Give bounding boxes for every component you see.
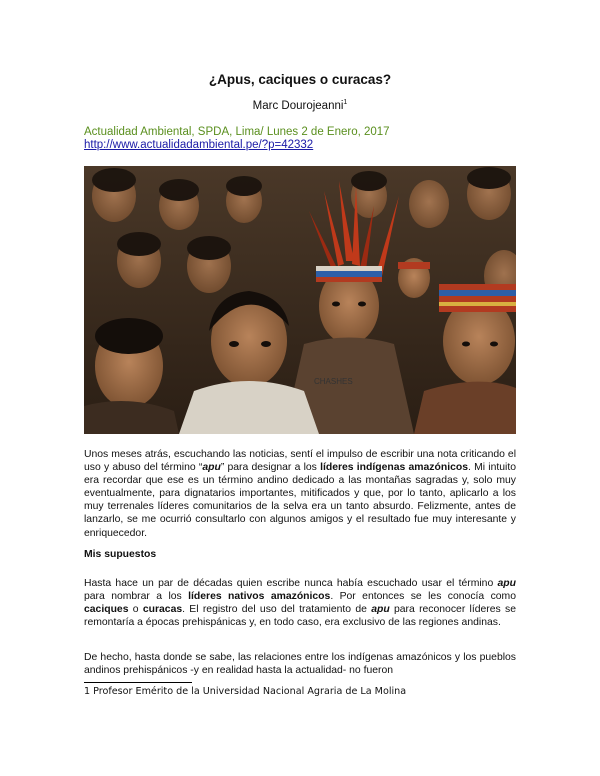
author-name: Marc Dourojeanni [252,99,344,112]
source-url-link[interactable]: http://www.actualidadambiental.pe/?p=42332 [84,139,314,151]
author-line [0,99,600,112]
paragraph-intro [84,448,516,540]
indigenous-leaders-photo [84,166,516,434]
paragraph-text: Hasta hace un par de décadas quien escribe nunca había escuchado usar el término [84,578,498,589]
paragraph-text: . Mi intuito era recordar que ese es un término andino dedicado a las montañas sagradas y, solo muy eventualmente, para dignatarios importantes, mitificados y que, por lo tanto, aplicarlo a los muy terrenales líderes comunitarios de la selva era un tanto absurdo. Felizmente, antes de lanzarlo, se me ocurrió consultarlo con algunos amigos y el resultado fue muy interesante y enriquecedor. [84,462,517,539]
paragraph-text: para nombrar a los [84,591,189,603]
footnote-marker: 1 [343,99,348,106]
paragraph-text: para reconocer líderes se remontaría a épocas prehispánicas y, en todo caso, era exclusivo de las regiones andinas. [84,604,517,629]
source-line: Actualidad Ambiental, SPDA, Lima/ Lunes 2 de Enero, 2017 [84,126,390,138]
paragraph-text: o [128,604,143,616]
paragraph-de-hecho: De hecho, hasta donde se sabe, las relaciones entre los indígenas amazónicos y los pueblos andinos prehispánicos -y en realidad hasta la actualidad- no fueron [84,652,516,677]
emphasis-curacas: curacas [142,604,183,616]
paragraph-text: Unos meses atrás, escuchando las noticias, sentí el impulso de escribir una nota criticando el uso y abuso del término “ [84,449,516,474]
paragraph-text: . El registro del uso del tratamiento de [182,604,372,616]
article-title: ¿Apus, caciques o curacas? [208,72,392,87]
paragraph-text: ” para designar a los [220,462,321,474]
emphasis-apu: apu [497,578,516,589]
section-heading: Mis supuestos [84,549,157,560]
paragraph-text: . Por entonces se les conocía como [330,591,516,603]
footnote-separator [84,682,192,683]
emphasis-apu: apu [202,462,221,474]
emphasis-lideres: líderes indígenas amazónicos [320,462,468,474]
shirt-text: CHASHES [314,377,353,386]
footnote: 1 Profesor Emérito de la Universidad Nacional Agraria de La Molina [84,686,407,697]
emphasis-apu: apu [371,604,390,616]
paragraph-supuestos [84,577,516,629]
emphasis-lideres-nativos: líderes nativos amazónicos [188,591,331,603]
emphasis-caciques: caciques [84,604,129,616]
